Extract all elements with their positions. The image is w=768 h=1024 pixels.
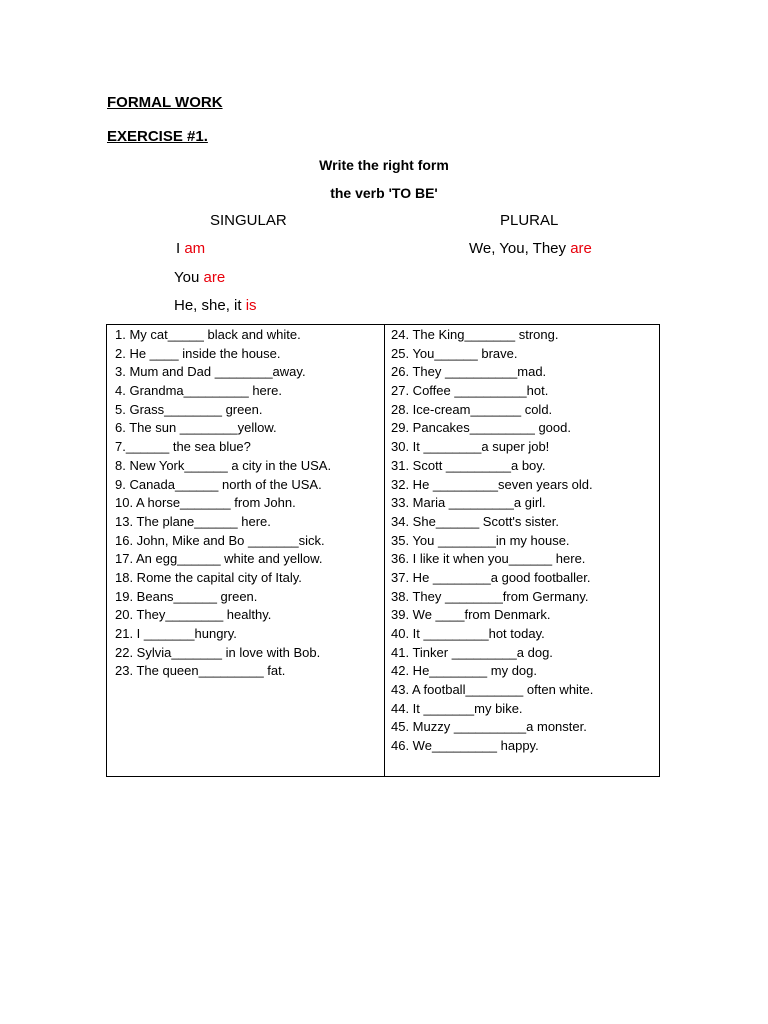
exercise-item: 28. Ice-cream_______ cold. — [391, 401, 553, 417]
exercise-column-left — [115, 326, 380, 681]
exercise-item: 38. They ________from Germany. — [391, 588, 589, 604]
exercise-table — [106, 324, 660, 777]
exercise-item: 8. New York______ a city in the USA. — [115, 457, 332, 473]
exercise-item: 27. Coffee __________hot. — [391, 383, 549, 399]
exercise-item: 10. A horse_______ from John. — [115, 495, 296, 511]
exercise-item: 35. You ________in my house. — [391, 532, 570, 548]
conjugation-verb: is — [245, 297, 257, 314]
exercise-item: 6. The sun ________yellow. — [115, 420, 277, 436]
exercise-item: 42. He________ my dog. — [391, 663, 537, 679]
exercise-item: 18. Rome the capital city of Italy. — [115, 569, 302, 585]
singular-heading: SINGULAR — [210, 212, 287, 229]
page-title: FORMAL WORK — [107, 94, 223, 111]
exercise-item: 30. It ________a super job! — [391, 439, 550, 455]
exercise-item: 46. We_________ happy. — [391, 738, 539, 754]
exercise-column-right — [391, 326, 656, 756]
column-divider — [384, 325, 385, 776]
exercise-item: 34. She______ Scott's sister. — [391, 513, 559, 529]
conjugation-we-you-they — [469, 240, 592, 257]
exercise-item: 26. They __________mad. — [391, 364, 547, 380]
exercise-item: 24. The King_______ strong. — [391, 327, 559, 342]
plural-heading: PLURAL — [500, 212, 559, 229]
exercise-item: 32. He _________seven years old. — [391, 476, 593, 492]
exercise-item: 17. An egg______ white and yellow. — [115, 551, 323, 567]
exercise-item: 21. I _______hungry. — [115, 626, 237, 641]
exercise-item: 22. Sylvia_______ in love with Bob. — [115, 644, 321, 660]
exercise-item: 41. Tinker _________a dog. — [391, 644, 553, 660]
exercise-item: 39. We ____from Denmark. — [391, 607, 551, 623]
exercise-item: 43. A football________ often white. — [391, 682, 594, 698]
conjugation-verb: are — [570, 240, 592, 257]
exercise-item: 23. The queen_________ fat. — [115, 663, 286, 679]
exercise-item: 33. Maria _________a girl. — [391, 495, 546, 511]
conjugation-verb: am — [184, 240, 206, 257]
exercise-item: 19. Beans______ green. — [115, 588, 258, 604]
exercise-title: EXERCISE #1. — [107, 128, 208, 145]
exercise-item: 29. Pancakes_________ good. — [391, 420, 571, 436]
exercise-item: 44. It _______my bike. — [391, 700, 523, 716]
conjugation-subject: You — [174, 269, 204, 286]
conjugation-he-she-it — [174, 297, 257, 314]
exercise-item: 9. Canada______ north of the USA. — [115, 476, 322, 492]
exercise-item: 20. They________ healthy. — [115, 607, 272, 623]
exercise-item: 45. Muzzy __________a monster. — [391, 719, 587, 735]
exercise-item: 7.______ the sea blue? — [115, 439, 251, 455]
exercise-item: 2. He ____ inside the house. — [115, 345, 281, 361]
exercise-item: 13. The plane______ here. — [115, 513, 271, 529]
exercise-item: 4. Grandma_________ here. — [115, 383, 282, 399]
conjugation-i — [176, 240, 205, 257]
exercise-item: 31. Scott _________a boy. — [391, 457, 546, 473]
exercise-item: 1. My cat_____ black and white. — [115, 327, 301, 342]
exercise-item: 3. Mum and Dad ________away. — [115, 364, 306, 380]
instruction-line-1: Write the right form — [319, 157, 449, 173]
conjugation-you — [174, 269, 225, 286]
exercise-item: 16. John, Mike and Bo _______sick. — [115, 532, 325, 548]
exercise-item: 37. He ________a good footballer. — [391, 569, 591, 585]
instruction-line-2: the verb 'TO BE' — [330, 185, 438, 201]
exercise-item: 5. Grass________ green. — [115, 401, 263, 417]
conjugation-subject: I — [176, 240, 185, 257]
conjugation-verb: are — [203, 269, 226, 286]
conjugation-subject: He, she, it — [174, 297, 246, 314]
conjugation-subject: We, You, They — [469, 240, 571, 257]
exercise-item: 25. You______ brave. — [391, 345, 518, 361]
exercise-item: 40. It _________hot today. — [391, 626, 545, 641]
exercise-item: 36. I like it when you______ here. — [391, 551, 586, 567]
